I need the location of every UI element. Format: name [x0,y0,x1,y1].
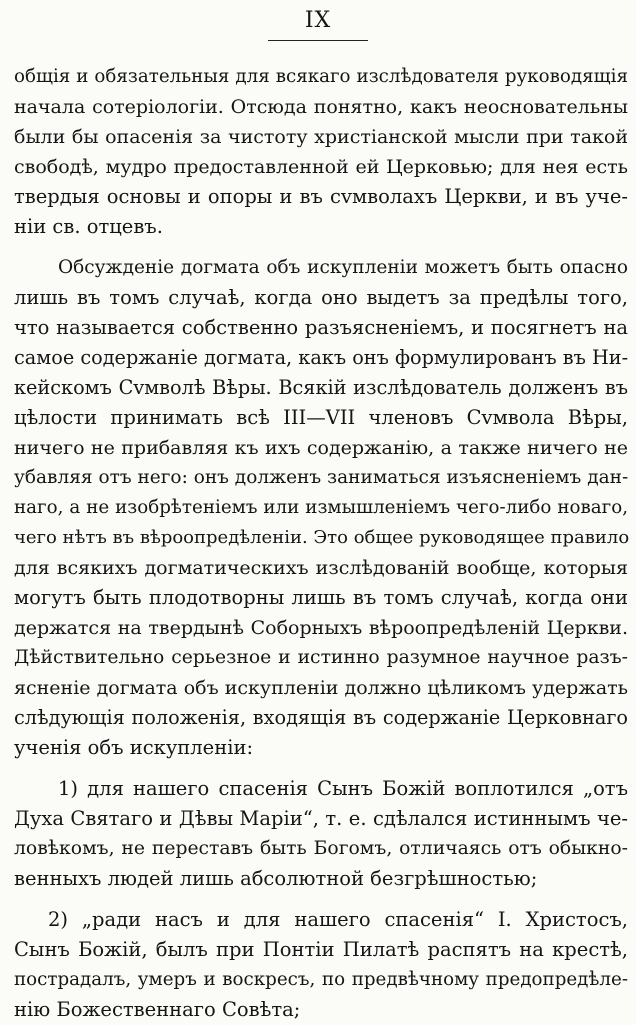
text-line: ученія объ искупленіи: [14,736,254,759]
text-line: венныхъ людей лишь абсолютной безгрѣшностью; [14,867,538,890]
paragraph-dogma-discussion [14,253,628,763]
text-line: убавляя отъ него: онъ долженъ заниматься изъясненіемъ дан- [14,467,629,488]
page-number: IX [304,8,332,33]
text-line: пострадалъ, умеръ и воскресъ, по предвѣчному предопредѣле- [14,969,628,990]
text-line: кейскомъ Сvмволѣ Вѣры. Всякій изслѣдователь долженъ въ [14,376,628,399]
text-line: начала сотеріологіи. Отсюда понятно, какъ неосновательны [14,96,628,118]
header-rule [268,40,368,41]
text-line: для всякихъ догматическихъ изслѣдованій вообще, которыя [14,557,628,579]
text-line: наго, а не изобрѣтеніемъ или измышленіемъ чего-либо новаго, [14,497,628,518]
text-line: свободѣ, мудро предоставленной ей Церковью; для нея есть [14,156,628,178]
text-line: держатся на твердынѣ Соборныхъ вѣроопредѣленій Церкви. [14,617,628,639]
text-line: цѣлости принимать всѣ III—VII членовъ Сvмвола Вѣры, [14,406,628,429]
text-line: Обсужденіе догмата объ искупленіи можетъ быть опасно [58,257,628,278]
text-line: 2) „ради насъ и для нашего спасенія“ І. Христосъ, [48,908,628,931]
text-line: 1) для нашего спасенія Сынъ Божій воплотился „отъ [58,777,628,800]
text-line: ничего не прибавляя къ ихъ содержанію, а также ничего не [14,437,628,459]
paragraph-continuation [14,62,628,242]
text-line: ясненіе догмата объ искупленіи должно цѣликомъ удержать [14,677,628,699]
text-line: чего нѣтъ въ вѣроопредѣленіи. Это общее руководящее правило [14,527,630,548]
text-body [14,62,628,1025]
text-line: самое содержаніе догмата, какъ онъ формулированъ въ Ни- [14,346,629,369]
list-item-2 [14,905,628,1025]
text-line: Духа Святаго и Дѣвы Маріи“, т. е. сдѣлался истиннымъ че- [14,807,628,830]
list-item-1 [14,774,628,894]
text-line: ніи св. отцевъ. [14,215,163,238]
text-line: твердыя основы и опоры и въ сvмволахъ Церкви, и въ уче- [14,185,628,208]
text-line: лишь въ томъ случаѣ, когда оно выдетъ за предѣлы того, [14,286,628,309]
text-line: нію Божественнаго Совѣта; [14,998,301,1021]
text-line: слѣдующія положенія, входящія въ содержаніе Церковнаго [14,706,628,729]
text-line: Сынъ Божій, былъ при Понтіи Пилатѣ распятъ на крестѣ, [14,938,628,961]
text-line: были бы опасенія за чистоту христіанской мысли при такой [14,126,628,148]
page-header [0,8,636,41]
text-line: ловѣкомъ, не переставъ быть Богомъ, отличаясь отъ обыкно- [14,838,628,859]
text-line: Дѣйствительно серьезное и истинно разумное научное разъ- [14,647,628,668]
text-line: общія и обязательныя для всякаго изслѣдователя руководящія [14,66,628,87]
text-line: могутъ быть плодотворны лишь въ томъ случаѣ, когда они [14,586,628,609]
text-line: что называется собственно разъясненіемъ, и посягнетъ на [14,316,628,339]
